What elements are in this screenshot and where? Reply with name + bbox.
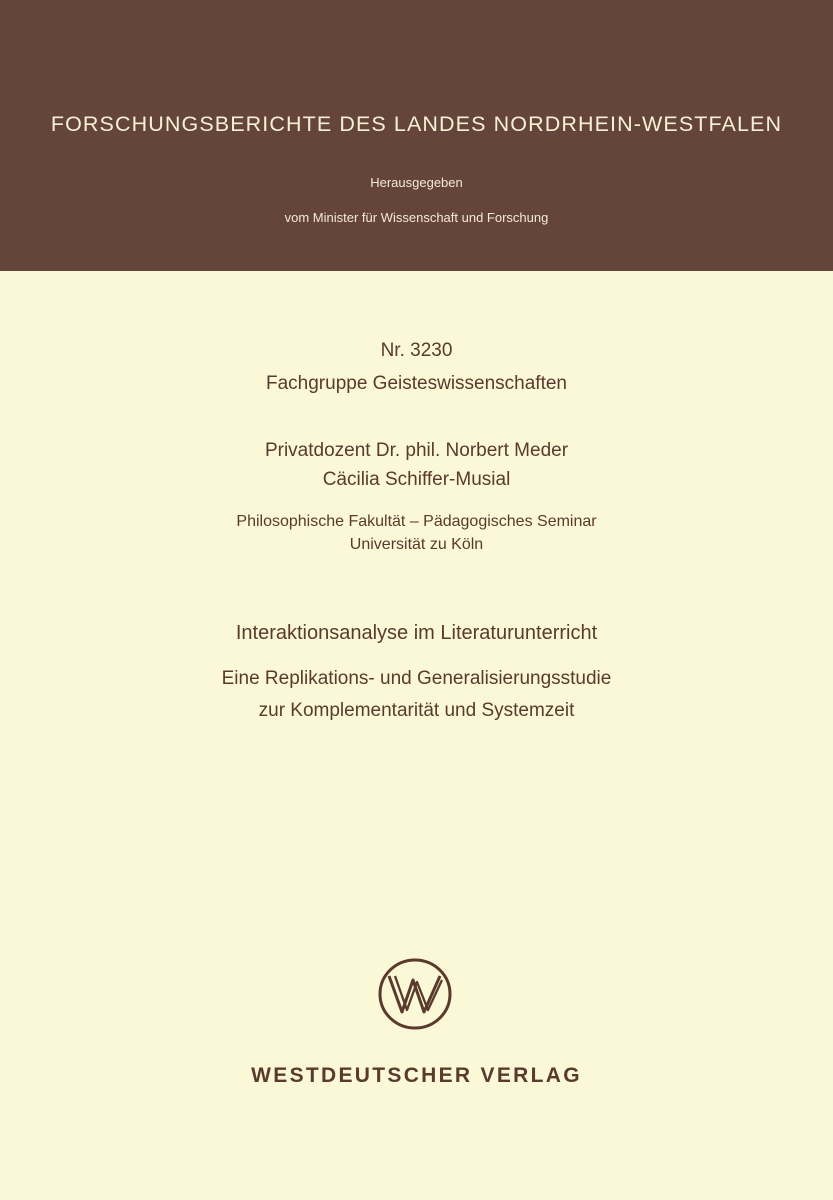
subject-group: Fachgruppe Geisteswissenschaften: [266, 373, 567, 394]
institution-faculty: Philosophische Fakultät – Pädagogisches Seminar: [236, 513, 597, 530]
book-subtitle-line-1: Eine Replikations- und Generalisierungsstudie: [221, 668, 612, 689]
report-number: Nr. 3230: [380, 340, 453, 361]
author-primary: Privatdozent Dr. phil. Norbert Meder: [264, 440, 569, 461]
book-title: Interaktionsanalyse im Literaturunterricht: [235, 622, 598, 644]
book-subtitle-line-2: zur Komplementarität und Systemzeit: [258, 700, 575, 721]
westdeutscher-verlag-logo-icon: [377, 958, 453, 1030]
author-secondary: Cäcilia Schiffer-Musial: [322, 469, 511, 490]
ministry-line: vom Minister für Wissenschaft und Forschung: [284, 210, 549, 225]
institution-university: Universität zu Köln: [349, 536, 484, 553]
series-title: FORSCHUNGSBERICHTE DES LANDES NORDRHEIN-WESTFALEN: [50, 112, 783, 136]
editor-label: Herausgegeben: [370, 175, 463, 190]
publisher-name: WESTDEUTSCHER VERLAG: [251, 1064, 582, 1087]
